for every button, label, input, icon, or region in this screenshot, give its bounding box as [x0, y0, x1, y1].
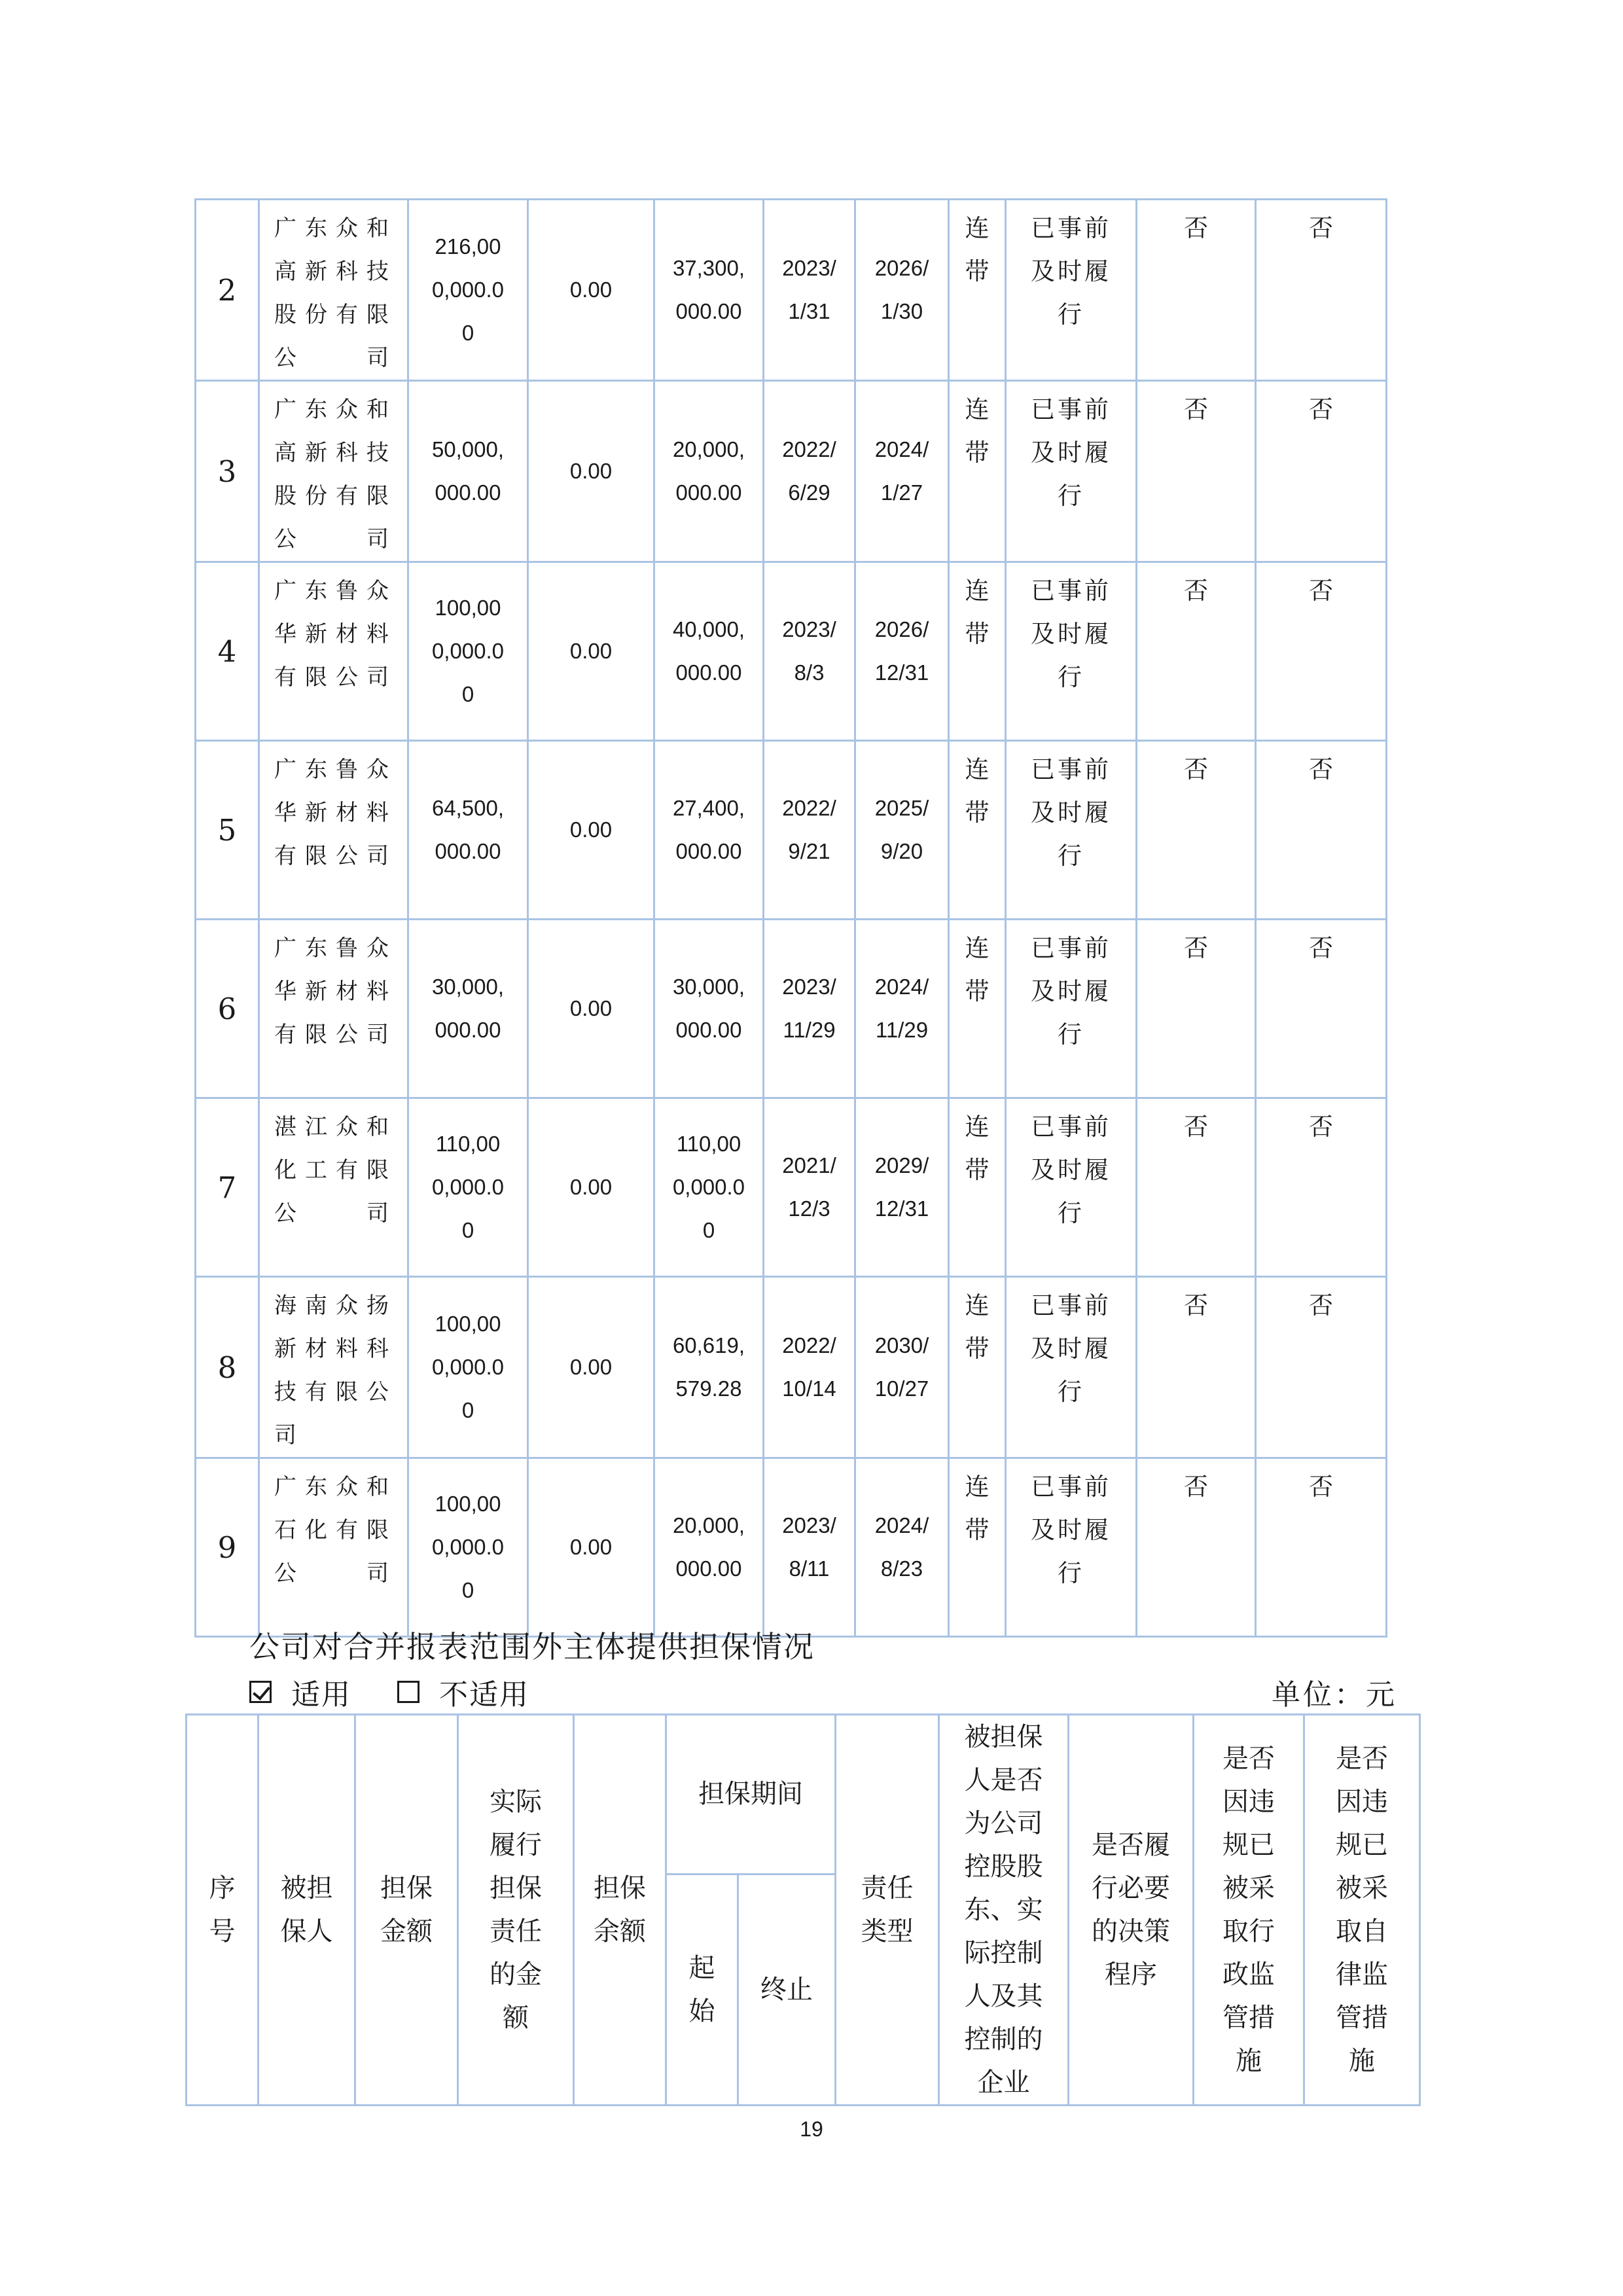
end-date: 2024/1/27: [855, 381, 949, 562]
guarantee-balance: 110,000,000.00: [654, 1098, 764, 1277]
table-row: [196, 920, 1387, 1098]
not-applicable-label: 不适用: [439, 1678, 529, 1712]
guaranteed-party: 广东众和高新科技股份有限公司: [259, 381, 408, 562]
liability-type: 连带: [949, 920, 1006, 1098]
applicability-selector: [249, 1671, 575, 1713]
header-period: 担保期间: [666, 1715, 836, 1874]
row-number: 8: [196, 1277, 259, 1458]
end-date: 2024/8/23: [855, 1458, 949, 1637]
liability-type: 连带: [949, 741, 1006, 920]
end-date: 2025/9/20: [855, 741, 949, 920]
guarantee-amount: 50,000,000.00: [408, 381, 528, 562]
guarantee-balance: 30,000,000.00: [654, 920, 764, 1098]
row-number: 3: [196, 381, 259, 562]
header-self-measures: 是否因违规已被采取自律监管措施: [1304, 1715, 1420, 2106]
header-related: 被担保人是否为公司控股股东、实际控制人及其控制的企业: [939, 1715, 1069, 2106]
header-actual-amount: 实际履行担保责任的金额: [458, 1715, 574, 2106]
guaranteed-party: 广东鲁众华新材料有限公司: [259, 741, 408, 920]
actual-amount: 0.00: [528, 741, 654, 920]
guarantee-balance: 60,619,579.28: [654, 1277, 764, 1458]
decision-procedure: 已事前及时履行: [1006, 381, 1137, 562]
actual-amount: 0.00: [528, 562, 654, 741]
not-applicable-checkbox[interactable]: [397, 1681, 419, 1703]
decision-procedure: 已事前及时履行: [1006, 920, 1137, 1098]
self-measures: 否: [1256, 1277, 1387, 1458]
end-date: 2029/12/31: [855, 1098, 949, 1277]
end-date: 2026/12/31: [855, 562, 949, 741]
guarantee-amount: 64,500,000.00: [408, 741, 528, 920]
table-row: [196, 1098, 1387, 1277]
start-date: 2023/11/29: [764, 920, 855, 1098]
start-date: 2023/1/31: [764, 200, 855, 381]
start-date: 2022/6/29: [764, 381, 855, 562]
liability-type: 连带: [949, 562, 1006, 741]
guarantee-amount: 110,000,000.00: [408, 1098, 528, 1277]
guaranteed-party: 湛江众和化工有限公司: [259, 1098, 408, 1277]
admin-measures: 否: [1137, 562, 1256, 741]
table-row: [196, 381, 1387, 562]
row-number: 6: [196, 920, 259, 1098]
table-row: [196, 741, 1387, 920]
guarantee-balance: 40,000,000.00: [654, 562, 764, 741]
admin-measures: 否: [1137, 1458, 1256, 1637]
header-procedure: 是否履行必要的决策程序: [1069, 1715, 1194, 2106]
actual-amount: 0.00: [528, 200, 654, 381]
actual-amount: 0.00: [528, 1277, 654, 1458]
liability-type: 连带: [949, 381, 1006, 562]
liability-type: 连带: [949, 1277, 1006, 1458]
admin-measures: 否: [1137, 1277, 1256, 1458]
header-no: 序号: [187, 1715, 259, 2106]
decision-procedure: 已事前及时履行: [1006, 1098, 1137, 1277]
header-guaranteed-party: 被担保人: [259, 1715, 355, 2106]
start-date: 2022/10/14: [764, 1277, 855, 1458]
guarantee-balance: 20,000,000.00: [654, 381, 764, 562]
actual-amount: 0.00: [528, 381, 654, 562]
guaranteed-party: 广东众和石化有限公司: [259, 1458, 408, 1637]
actual-amount: 0.00: [528, 1458, 654, 1637]
self-measures: 否: [1256, 200, 1387, 381]
decision-procedure: 已事前及时履行: [1006, 562, 1137, 741]
guaranteed-party: 广东鲁众华新材料有限公司: [259, 562, 408, 741]
header-start: 起始: [666, 1874, 738, 2105]
guarantee-balance: 20,000,000.00: [654, 1458, 764, 1637]
self-measures: 否: [1256, 1458, 1387, 1637]
liability-type: 连带: [949, 1098, 1006, 1277]
guaranteed-party: 广东众和高新科技股份有限公司: [259, 200, 408, 381]
row-number: 9: [196, 1458, 259, 1637]
guaranteed-party: 海南众扬新材料科技有限公司: [259, 1277, 408, 1458]
header-guarantee-amount: 担保金额: [355, 1715, 458, 2106]
row-number: 5: [196, 741, 259, 920]
decision-procedure: 已事前及时履行: [1006, 1458, 1137, 1637]
applicable-checkbox[interactable]: [249, 1681, 272, 1703]
header-admin-measures: 是否因违规已被采取行政监管措施: [1194, 1715, 1304, 2106]
self-measures: 否: [1256, 741, 1387, 920]
applicable-label: 适用: [291, 1678, 351, 1712]
table-row: [196, 562, 1387, 741]
decision-procedure: 已事前及时履行: [1006, 200, 1137, 381]
decision-procedure: 已事前及时履行: [1006, 1277, 1137, 1458]
external-guarantee-table: [185, 1713, 1421, 2106]
liability-type: 连带: [949, 1458, 1006, 1637]
guarantee-balance: 27,400,000.00: [654, 741, 764, 920]
decision-procedure: 已事前及时履行: [1006, 741, 1137, 920]
actual-amount: 0.00: [528, 1098, 654, 1277]
guarantee-amount: 100,000,000.00: [408, 1277, 528, 1458]
section-title: 公司对合并报表范围外主体提供担保情况: [249, 1629, 815, 1664]
guarantee-amount: 100,000,000.00: [408, 1458, 528, 1637]
start-date: 2021/12/3: [764, 1098, 855, 1277]
self-measures: 否: [1256, 1098, 1387, 1277]
self-measures: 否: [1256, 381, 1387, 562]
actual-amount: 0.00: [528, 920, 654, 1098]
admin-measures: 否: [1137, 741, 1256, 920]
admin-measures: 否: [1137, 1098, 1256, 1277]
self-measures: 否: [1256, 920, 1387, 1098]
row-number: 7: [196, 1098, 259, 1277]
admin-measures: 否: [1137, 381, 1256, 562]
header-end: 终止: [738, 1874, 836, 2105]
start-date: 2023/8/3: [764, 562, 855, 741]
unit-label: 单位：元: [1272, 1678, 1397, 1712]
guarantee-amount: 100,000,000.00: [408, 562, 528, 741]
guarantee-amount: 216,000,000.00: [408, 200, 528, 381]
admin-measures: 否: [1137, 200, 1256, 381]
guarantee-amount: 30,000,000.00: [408, 920, 528, 1098]
row-number: 4: [196, 562, 259, 741]
guaranteed-party: 广东鲁众华新材料有限公司: [259, 920, 408, 1098]
self-measures: 否: [1256, 562, 1387, 741]
page-number: 19: [800, 2117, 823, 2141]
table-row: [196, 1277, 1387, 1458]
table-row: [196, 200, 1387, 381]
end-date: 2024/11/29: [855, 920, 949, 1098]
guarantee-table: [194, 198, 1387, 1638]
header-type: 责任类型: [836, 1715, 939, 2106]
table-row: [196, 1458, 1387, 1637]
start-date: 2023/8/11: [764, 1458, 855, 1637]
admin-measures: 否: [1137, 920, 1256, 1098]
header-balance: 担保余额: [574, 1715, 666, 2106]
guarantee-balance: 37,300,000.00: [654, 200, 764, 381]
end-date: 2026/1/30: [855, 200, 949, 381]
end-date: 2030/10/27: [855, 1277, 949, 1458]
row-number: 2: [196, 200, 259, 381]
start-date: 2022/9/21: [764, 741, 855, 920]
liability-type: 连带: [949, 200, 1006, 381]
